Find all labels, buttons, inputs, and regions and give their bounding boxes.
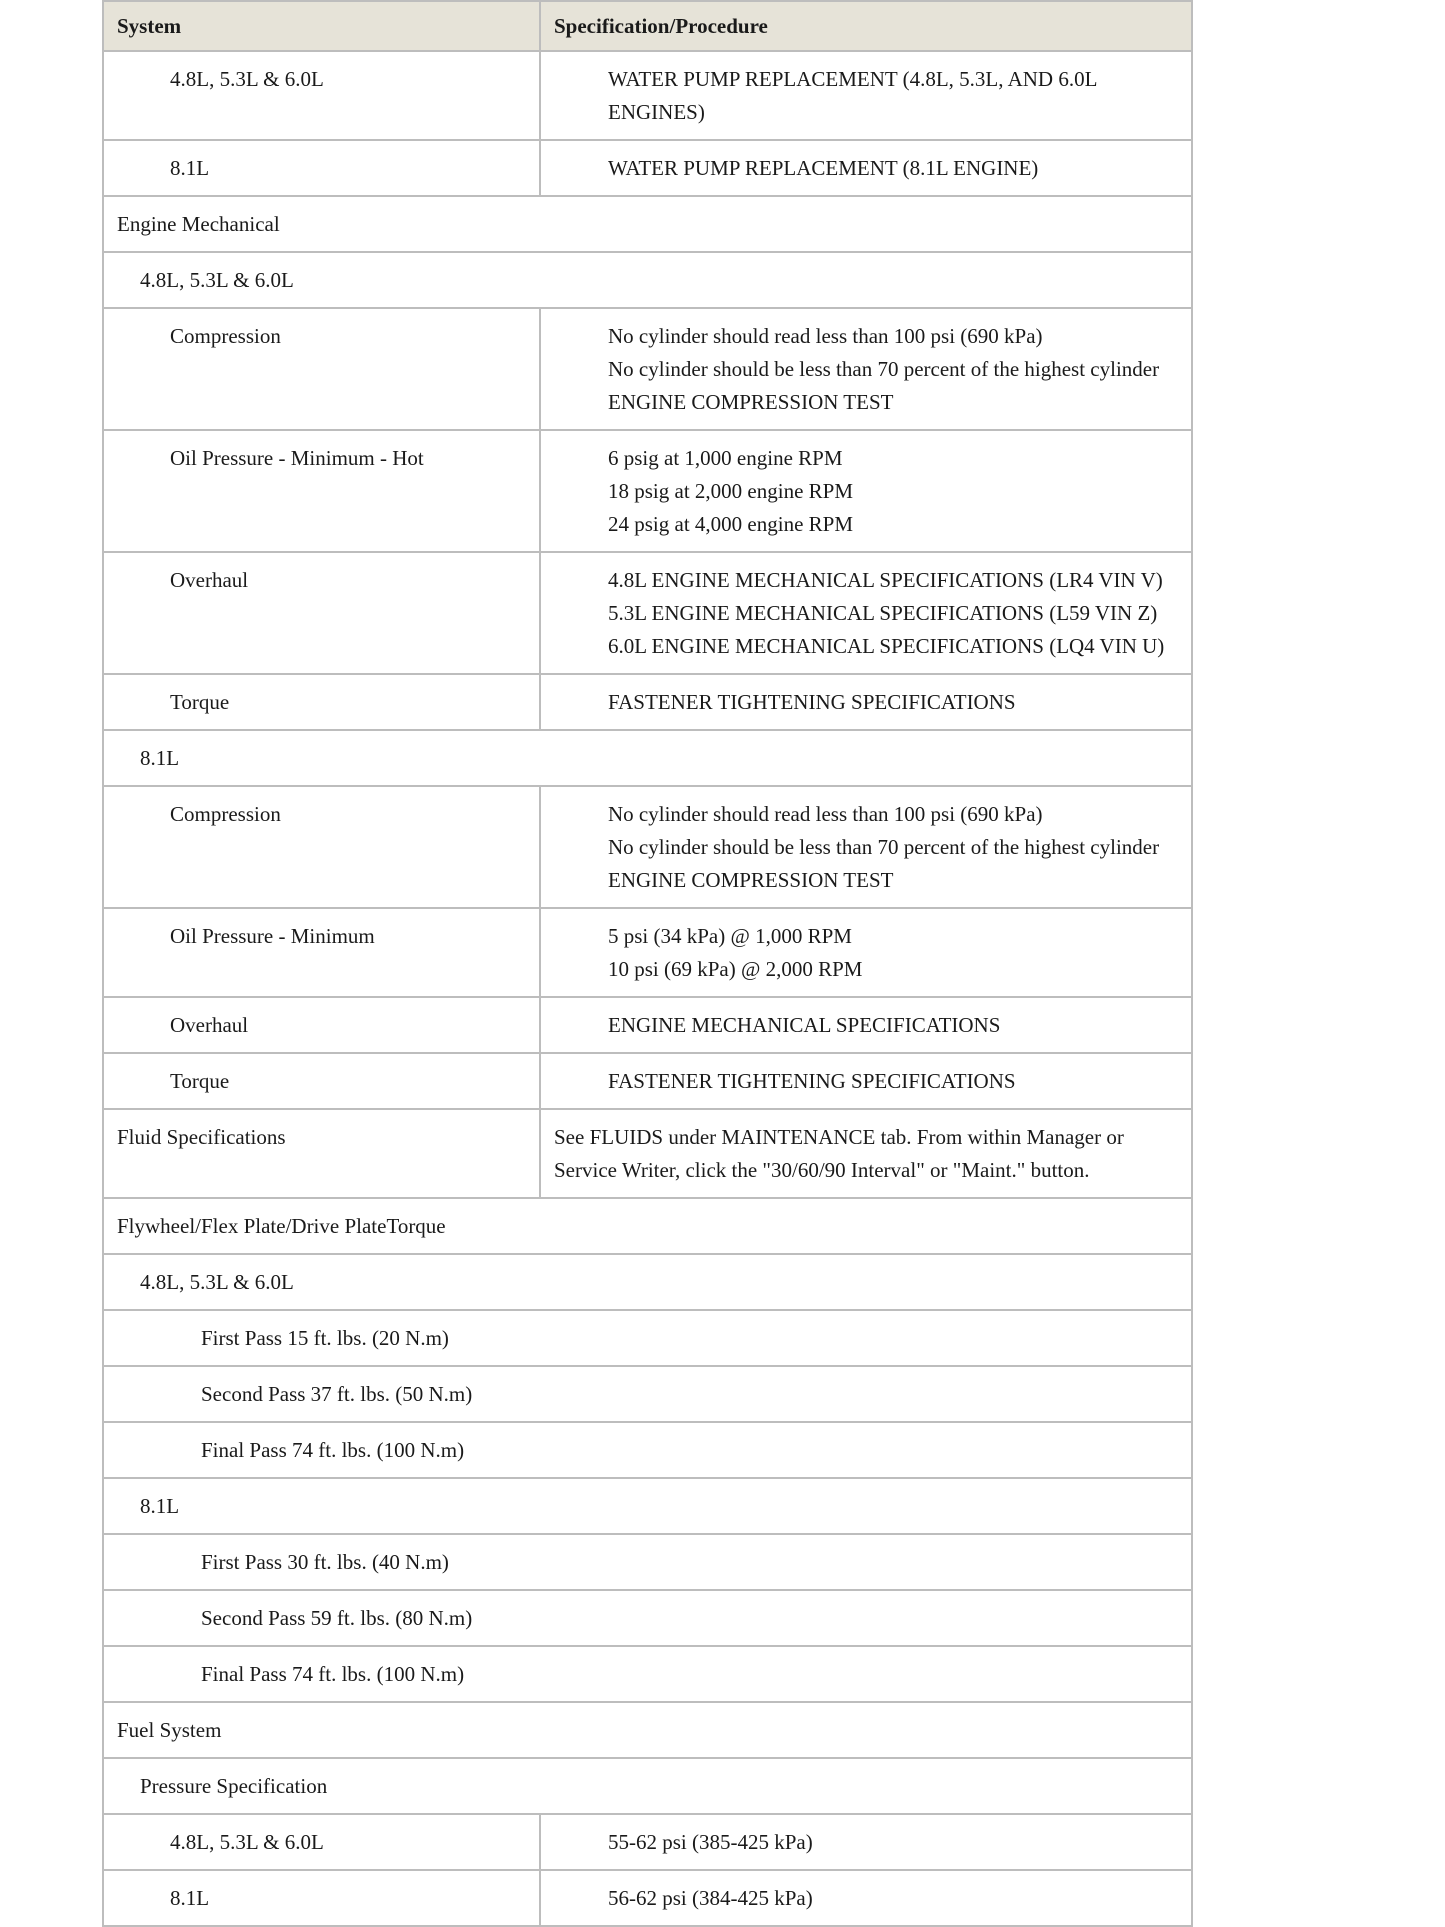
section-row	[103, 1534, 1192, 1590]
spec-cell	[540, 51, 1192, 140]
spec-line: See FLUIDS under MAINTENANCE tab. From within Manager or Service Writer, click the "30/60/90 Interval" or "Maint." button.	[554, 1125, 1124, 1182]
section-row	[103, 1758, 1192, 1814]
system-cell: Oil Pressure - Minimum - Hot	[103, 430, 540, 552]
section-label: First Pass 30 ft. lbs. (40 N.m)	[103, 1534, 1192, 1590]
system-cell: Overhaul	[103, 552, 540, 674]
table-row	[103, 1814, 1192, 1870]
section-label: Pressure Specification	[103, 1758, 1192, 1814]
section-row	[103, 1422, 1192, 1478]
spec-cell	[540, 997, 1192, 1053]
spec-cell	[540, 308, 1192, 430]
section-row	[103, 1366, 1192, 1422]
spec-line: No cylinder should be less than 70 percent of the highest cylinder	[608, 357, 1160, 381]
table-body	[103, 51, 1192, 1926]
spec-cell	[540, 908, 1192, 997]
spec-line: 10 psi (69 kPa) @ 2,000 RPM	[608, 957, 863, 981]
system-cell: Oil Pressure - Minimum	[103, 908, 540, 997]
section-label: 8.1L	[103, 730, 1192, 786]
section-row	[103, 1702, 1192, 1758]
spec-line: 6.0L ENGINE MECHANICAL SPECIFICATIONS (LQ4 VIN U)	[608, 634, 1165, 658]
section-row	[103, 1254, 1192, 1310]
table-row	[103, 908, 1192, 997]
spec-line: 55-62 psi (385-425 kPa)	[608, 1830, 813, 1854]
section-row	[103, 730, 1192, 786]
section-label: Engine Mechanical	[103, 196, 1192, 252]
spec-cell	[540, 140, 1192, 196]
spec-line: FASTENER TIGHTENING SPECIFICATIONS	[608, 1069, 1016, 1093]
spec-line: ENGINE COMPRESSION TEST	[608, 868, 894, 892]
table-header	[103, 1, 1192, 51]
table-row	[103, 1109, 1192, 1198]
table-row	[103, 786, 1192, 908]
table-row	[103, 997, 1192, 1053]
section-row	[103, 1310, 1192, 1366]
spec-line: No cylinder should be less than 70 percent of the highest cylinder	[608, 835, 1160, 859]
section-row	[103, 1646, 1192, 1702]
system-cell: 8.1L	[103, 140, 540, 196]
spec-line: 18 psig at 2,000 engine RPM	[608, 479, 853, 503]
header-system: System	[103, 1, 540, 51]
spec-line: 5.3L ENGINE MECHANICAL SPECIFICATIONS (L59 VIN Z)	[608, 601, 1158, 625]
table-row	[103, 674, 1192, 730]
spec-cell	[540, 430, 1192, 552]
spec-cell	[540, 1814, 1192, 1870]
spec-table	[102, 0, 1193, 1927]
section-label: Final Pass 74 ft. lbs. (100 N.m)	[103, 1422, 1192, 1478]
table-row	[103, 308, 1192, 430]
spec-line: FASTENER TIGHTENING SPECIFICATIONS	[608, 690, 1016, 714]
spec-cell	[540, 786, 1192, 908]
spec-line: No cylinder should read less than 100 psi (690 kPa)	[608, 324, 1043, 348]
section-row	[103, 252, 1192, 308]
section-row	[103, 196, 1192, 252]
section-label: 4.8L, 5.3L & 6.0L	[103, 252, 1192, 308]
section-row	[103, 1590, 1192, 1646]
system-cell: Fluid Specifications	[103, 1109, 540, 1198]
spec-line: 56-62 psi (384-425 kPa)	[608, 1886, 813, 1910]
spec-line: No cylinder should read less than 100 psi (690 kPa)	[608, 802, 1043, 826]
spec-cell	[540, 1870, 1192, 1926]
section-label: Final Pass 74 ft. lbs. (100 N.m)	[103, 1646, 1192, 1702]
section-label: 8.1L	[103, 1478, 1192, 1534]
system-cell: Compression	[103, 308, 540, 430]
system-cell: 4.8L, 5.3L & 6.0L	[103, 1814, 540, 1870]
system-cell: Overhaul	[103, 997, 540, 1053]
spec-line: 6 psig at 1,000 engine RPM	[608, 446, 843, 470]
spec-line: WATER PUMP REPLACEMENT (4.8L, 5.3L, AND 6.0L ENGINES)	[608, 67, 1097, 124]
spec-line: 5 psi (34 kPa) @ 1,000 RPM	[608, 924, 852, 948]
spec-line: 24 psig at 4,000 engine RPM	[608, 512, 853, 536]
system-cell: 8.1L	[103, 1870, 540, 1926]
section-label: Second Pass 37 ft. lbs. (50 N.m)	[103, 1366, 1192, 1422]
system-cell: Compression	[103, 786, 540, 908]
section-label: Fuel System	[103, 1702, 1192, 1758]
spec-cell	[540, 674, 1192, 730]
table-row	[103, 552, 1192, 674]
header-row	[103, 1, 1192, 51]
table-row	[103, 140, 1192, 196]
table-row	[103, 1870, 1192, 1926]
spec-line: 4.8L ENGINE MECHANICAL SPECIFICATIONS (LR4 VIN V)	[608, 568, 1163, 592]
spec-cell	[540, 1053, 1192, 1109]
table-row	[103, 430, 1192, 552]
table-row	[103, 51, 1192, 140]
section-label: Flywheel/Flex Plate/Drive PlateTorque	[103, 1198, 1192, 1254]
section-row	[103, 1478, 1192, 1534]
spec-line: WATER PUMP REPLACEMENT (8.1L ENGINE)	[608, 156, 1039, 180]
table-row	[103, 1053, 1192, 1109]
section-label: First Pass 15 ft. lbs. (20 N.m)	[103, 1310, 1192, 1366]
system-cell: Torque	[103, 674, 540, 730]
section-label: Second Pass 59 ft. lbs. (80 N.m)	[103, 1590, 1192, 1646]
system-cell: Torque	[103, 1053, 540, 1109]
system-cell: 4.8L, 5.3L & 6.0L	[103, 51, 540, 140]
spec-cell	[540, 1109, 1192, 1198]
spec-cell	[540, 552, 1192, 674]
section-row	[103, 1198, 1192, 1254]
header-spec: Specification/Procedure	[540, 1, 1192, 51]
spec-line: ENGINE COMPRESSION TEST	[608, 390, 894, 414]
section-label: 4.8L, 5.3L & 6.0L	[103, 1254, 1192, 1310]
spec-line: ENGINE MECHANICAL SPECIFICATIONS	[608, 1013, 1001, 1037]
